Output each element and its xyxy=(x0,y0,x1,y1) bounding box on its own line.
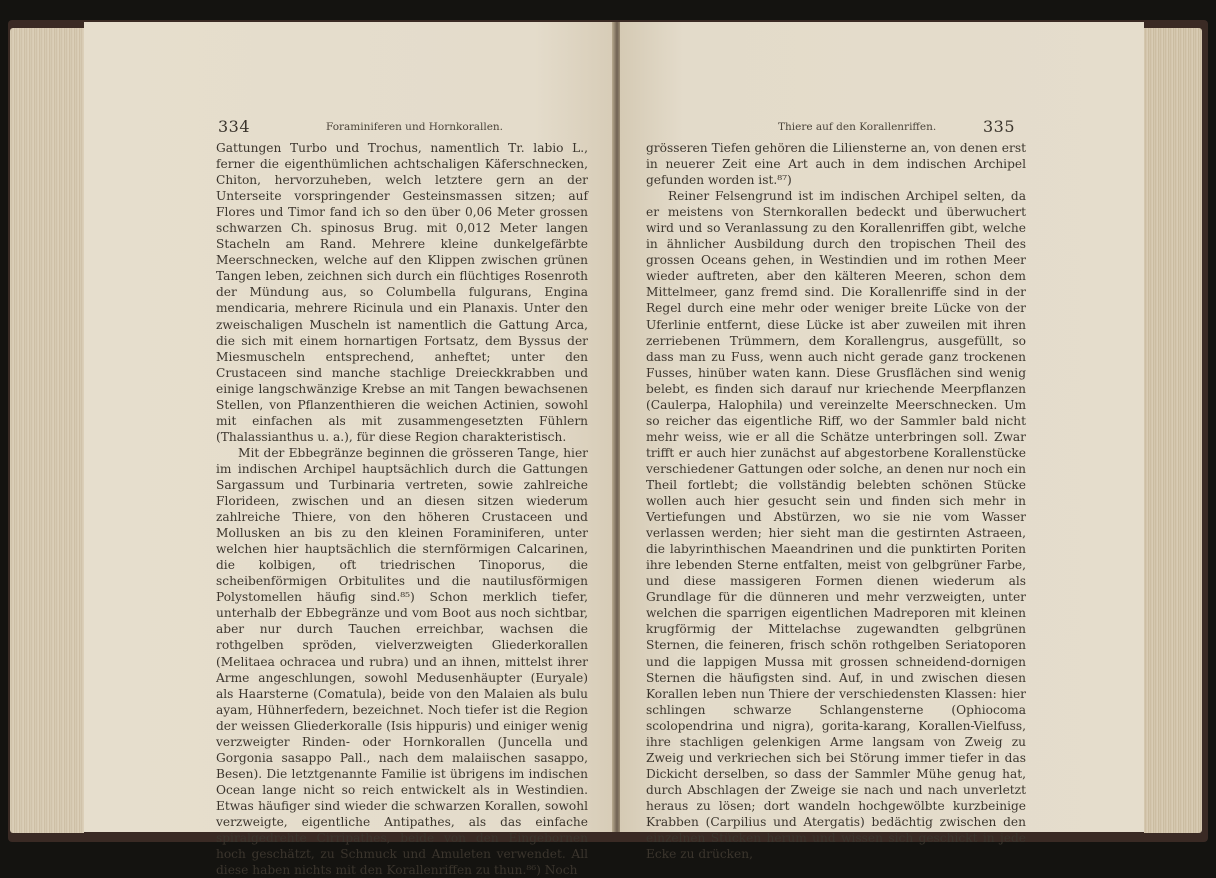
paragraph: Mit der Ebbegränze beginnen die grösseren Tange, hier im indischen Archipel hauptsächlich durch die Gattungen Sargassum und Turbinaria vertreten, sowie zahlreiche Florideen, zwischen und an diesen sitzen wiederum zahlreiche Thiere, von den höheren Crustaceen und Mollusken an bis zu den kleinen Foraminiferen, unter welchen hier hauptsächlich die sternförmigen Calcarinen, die kolbigen, oft triedrischen Tinoporus, die scheibenförmigen Orbitulites und die nautilusförmigen Polystomellen häufig sind.⁸⁵) Schon merklich tiefer, unterhalb der Ebbegränze und vom Boot aus noch sichtbar, aber nur durch Tauchen erreichbar, wachsen die rothgelben spröden, vielverzweigten Gliederkorallen (Melitaea ochracea und rubra) und an ihnen, mittelst ihrer Arme angeschlungen, sowohl Medusenhäupter (Euryale) als Haarsterne (Comatula), beide von den Malaien als bulu ayam, Hühnerfedern, bezeichnet. Noch tiefer ist die Region der weissen Gliederkoralle (Isis hippuris) und einiger wenig verzweigter Rinden- oder Hornkorallen (Juncella und Gorgonia sasappo Pall., nach dem malaiischen sasappo, Besen). Die letztgenannte Familie ist übrigens im indischen Ocean lange nicht so reich entwickelt als in Westindien. Etwas häufiger sind wieder die schwarzen Korallen, sowohl verzweigte, eigentliche Antipathes, als das einfache spiralgedrehte Cirripathes, beide von den Eingebornen hoch geschätzt, zu Schmuck und Amuleten verwendet. All diese haben nichts mit den Korallenriffen zu thun.⁸⁶) Noch xyxy=(216,445,588,878)
page-edges-left xyxy=(10,28,84,833)
body-text xyxy=(646,140,1026,862)
running-head: Foraminiferen und Hornkorallen. xyxy=(326,121,504,133)
paragraph: Gattungen Turbo und Trochus, namentlich Tr. labio L., ferner die eigenthümlichen achtschaligen Käferschnecken, Chiton, hervorzuheben, welch letztere gern an der Unterseite vorspringender Gesteinsmassen sitzen; auf Flores und Timor fand ich so den über 0,06 Meter grossen schwarzen Ch. spinosus Brug. mit 0,012 Meter langen Stacheln am Rand. Mehrere kleine dunkelgefärbte Meerschnecken, welche auf den Klippen zwischen grünen Tangen leben, zeichnen sich durch ein flüchtiges Rosenroth der Mündung aus, so Columbella fulgurans, Engina mendicaria, mehrere Ricinula und ein Planaxis. Unter den zweischaligen Muscheln ist namentlich die Gattung Arca, die sich mit einem hornartigen Fortsatz, dem Byssus der Miesmuscheln entsprechend, anheftet; unter den Crustaceen sind manche stachlige Dreieckkrabben und einige langschwänzige Krebse an mit Tangen bewachsenen Stellen, von Pflanzenthieren die weichen Actinien, sowohl mit einfachen als mit zusammengesetzten Fühlern (Thalassianthus u. a.), für diese Region charakteristisch. xyxy=(216,141,588,444)
running-head: Thiere auf den Korallenriffen. xyxy=(778,121,937,133)
page-edges-right xyxy=(1144,28,1202,833)
paragraph: Reiner Felsengrund ist im indischen Archipel selten, da er meistens von Sternkorallen bedeckt und überwuchert wird und so Veranlassung zu den Korallenriffen gibt, welche in ähnlicher Ausbildung durch den tropischen Theil des grossen Oceans gehen, in Westindien und im rothen Meer wieder auftreten, aber den kälteren Meeren, schon dem Mittelmeer, ganz fremd sind. Die Korallenriffe sind in der Regel durch eine mehr oder weniger breite Lücke von der Uferlinie entfernt, diese Lücke ist aber zuweilen mit ihren zerriebenen Trümmern, dem Korallengrus, ausgefüllt, so dass man zu Fuss, wenn auch nicht gerade ganz trockenen Fusses, hinüber waten kann. Diese Grusflächen sind wenig belebt, es finden sich darauf nur kriechende Meerpflanzen (Caulerpa, Halophila) und vereinzelte Meerschnecken. Um so reicher das eigentliche Riff, wo der Sammler bald nicht mehr weiss, wie er all die Schätze unterbringen soll. Zwar trifft er auch hier zunächst auf abgestorbene Korallenstücke verschiedener Gattungen oder solche, an denen nur noch ein Theil fortlebt; die vollständig belebten schönen Stücke wollen auch hier gesucht sein und finden sich mehr in Vertiefungen und Abstürzen, wo sie nie vom Wasser verlassen werden; hier sieht man die gestirnten Astraeen, die labyrinthischen Maeandrinen und die punktirten Poriten ihre lebenden Sterne entfalten, meist von gelbgrüner Farbe, und diese massigeren Formen dienen wiederum als Grundlage für die dünneren und mehr verzweigten, unter welchen die sparrigen eigentlichen Madreporen mit kleinen krugförmig der Mittelachse zugewandten gelbgrünen Sternen, die feineren, frisch schön rothgelben Seriatoporen und die lappigen Mussa mit grossen schneidend-dornigen Sternen die häufigsten sind. Auf, in und zwischen diesen Korallen leben nun Thiere der verschiedensten Klassen: hier schlingen schwarze Schlangensterne (Ophiocoma scolopendrina und nigra), gorita-karang, Korallen-Vielfuss, ihre stachligen gelenkigen Arme langsam von Zweig zu Zweig und verkriechen sich bei Störung immer tiefer in das Dickicht derselben, so dass der Sammler Mühe genug hat, durch Abschlagen der Zweige sie nach und nach unverletzt heraus zu lösen; dort wandeln hochgewölbte kurzbeinige Krabben (Carpilius und Atergatis) bedächtig zwischen den einzelnen Stücken herum und wissen sich geschickt in jede Ecke zu drücken, xyxy=(646,189,1026,862)
page-number: 335 xyxy=(983,117,1016,136)
left-page xyxy=(84,22,614,878)
body-text xyxy=(216,140,588,878)
paragraph: grösseren Tiefen gehören die Liliensterne an, von denen erst in neuerer Zeit eine Art auch in dem indischen Archipel gefunden worden ist.⁸⁷) xyxy=(646,141,1026,188)
page-number: 334 xyxy=(218,117,251,136)
right-page xyxy=(620,22,1144,862)
